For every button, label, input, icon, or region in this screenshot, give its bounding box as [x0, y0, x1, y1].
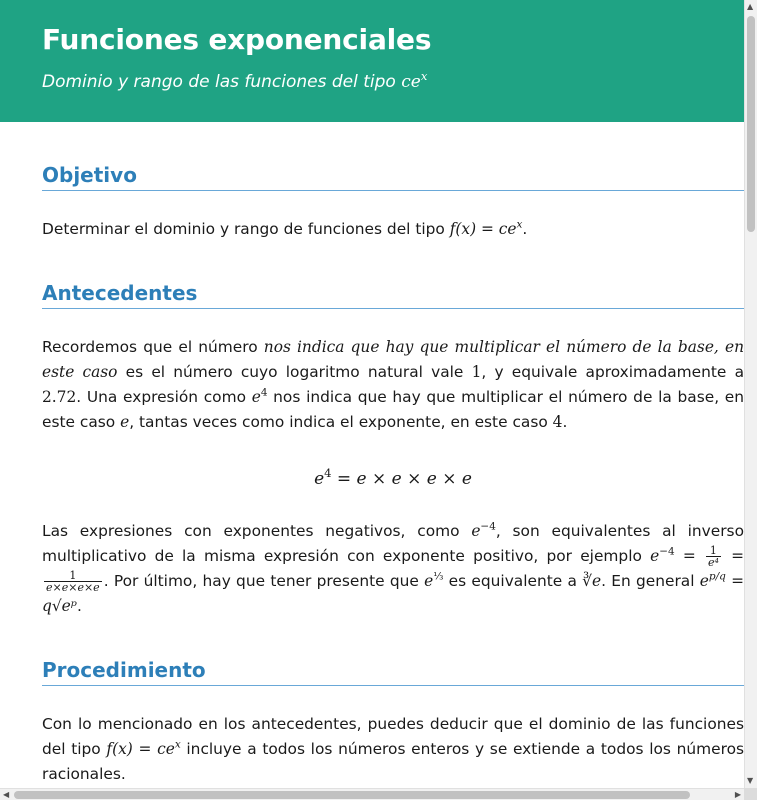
antecedentes-paragraph-2: Las expresiones con exponentes negativos, como $e^{-4}$, son equivalentes al inverso multiplicativo de la misma expresión con exponente positivo, por ejemplo $e^{-4}$ = $\frac{1}{\text{e⁴}}$ = $\frac{1}{e\times e\times e\times e}$ . Por último, hay que tener presente que $e^{\frac{1}{3}}$ es equivalente a ∛e. En general $e^{p/q}$ = q√eᵖ.: [42, 520, 744, 615]
subtitle-math: $ce^x$: [401, 69, 428, 92]
content: [0, 162, 744, 787]
scroll-right-arrow-icon[interactable]: ▶: [734, 790, 741, 799]
horizontal-scroll-thumb[interactable]: [14, 791, 690, 799]
scrollbar-corner: [744, 788, 757, 800]
page-header: [0, 0, 744, 122]
procedimiento-paragraph: Con lo mencionado en los antecedentes, puedes deducir que el dominio de las funciones del tipo $f(x) = ce^x$ incluye a todos los números enteros y se extiende a todos los números racionales.: [42, 715, 744, 783]
objetivo-formula: $f(x) = ce^x$: [449, 218, 523, 238]
fraction-2: $\frac{1}{e\times e\times e\times e}$: [46, 569, 100, 594]
page-subtitle: [42, 70, 744, 94]
fraction-1: $\frac{1}{\text{e⁴}}$: [707, 544, 719, 569]
section-heading-procedimiento: Procedimiento: [42, 657, 744, 686]
antecedentes-paragraph-1: Recordemos que el número nos indica que hay que multiplicar el número de la base, en este caso es el número cuyo logaritmo natural vale 1, y equivale aproximadamente a 2.72. Una expresión como $e^4$ nos indica que hay que multiplicar el número de la base, en este caso e, tantas veces como indica el exponente, en este caso 4.: [42, 338, 744, 431]
scroll-up-arrow-icon[interactable]: ▲: [747, 2, 754, 11]
section-heading-antecedentes: Antecedentes: [42, 280, 744, 309]
section-heading-objetivo: Objetivo: [42, 162, 744, 191]
vertical-scrollbar[interactable]: [744, 0, 757, 788]
horizontal-scrollbar[interactable]: [0, 788, 744, 800]
scroll-left-arrow-icon[interactable]: ◀: [3, 790, 10, 799]
display-equation: $e^4 = e \times e \times e \times e$: [314, 466, 472, 489]
scroll-down-arrow-icon[interactable]: ▼: [747, 776, 754, 785]
objetivo-paragraph: Determinar el dominio y rango de funciones del tipo $f(x) = ce^x$.: [42, 218, 528, 238]
subtitle-text: Dominio y rango de las funciones del tipo: [42, 72, 402, 92]
page-title: Funciones exponenciales: [42, 23, 432, 56]
vertical-scroll-thumb[interactable]: [747, 16, 755, 232]
